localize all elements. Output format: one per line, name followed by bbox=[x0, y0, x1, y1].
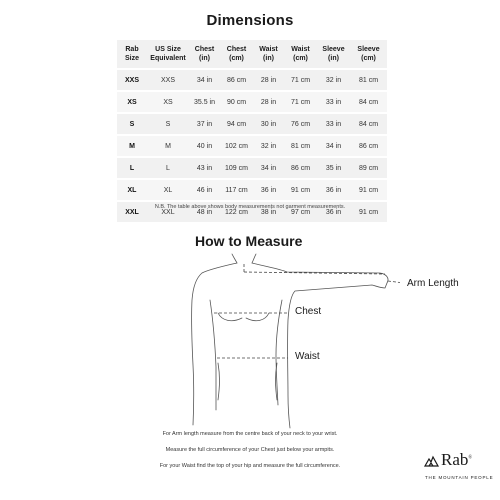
table-cell: 33 in bbox=[317, 114, 350, 134]
table-cell: 84 cm bbox=[350, 114, 387, 134]
table-cell: 91 cm bbox=[350, 202, 387, 222]
table-cell: 86 cm bbox=[284, 158, 317, 178]
table-cell: 122 cm bbox=[220, 202, 253, 222]
arm-length-label: Arm Length bbox=[407, 278, 459, 289]
table-cell: 30 in bbox=[253, 114, 284, 134]
table-row bbox=[117, 136, 387, 156]
table-cell: 71 cm bbox=[284, 92, 317, 112]
table-cell: 89 cm bbox=[350, 158, 387, 178]
table-cell: 81 cm bbox=[284, 136, 317, 156]
table-cell: XS bbox=[147, 92, 189, 112]
table-cell: 91 cm bbox=[350, 180, 387, 200]
chest-label: Chest bbox=[295, 306, 322, 317]
table-cell: 84 cm bbox=[350, 92, 387, 112]
size-cell: XL bbox=[117, 180, 147, 200]
table-cell: 35.5 in bbox=[189, 92, 220, 112]
table-cell: S bbox=[147, 114, 189, 134]
table-cell: XL bbox=[147, 180, 189, 200]
body-outline-illustration bbox=[180, 245, 400, 430]
table-cell: 90 cm bbox=[220, 92, 253, 112]
registered-mark: ® bbox=[468, 455, 473, 461]
table-cell: 38 in bbox=[253, 202, 284, 222]
table-cell: 33 in bbox=[317, 92, 350, 112]
neck-outline bbox=[232, 254, 256, 263]
size-cell: M bbox=[117, 136, 147, 156]
how-to-measure-title: How to Measure bbox=[195, 233, 303, 249]
left-arm-inner bbox=[210, 300, 216, 410]
table-cell: 48 in bbox=[189, 202, 220, 222]
header-cell: Waist (cm) bbox=[284, 40, 317, 68]
header-cell: Rab Size bbox=[117, 40, 147, 68]
table-cell: 35 in bbox=[317, 158, 350, 178]
torso-outline bbox=[192, 263, 388, 428]
hip-outline bbox=[218, 363, 277, 400]
table-cell: 43 in bbox=[189, 158, 220, 178]
table-cell: M bbox=[147, 136, 189, 156]
table-cell: 40 in bbox=[189, 136, 220, 156]
logo-wordmark-text: Rab bbox=[441, 450, 469, 469]
header-cell: Sleeve (cm) bbox=[350, 40, 387, 68]
instruction-arm: For Arm length measure from the centre back of your neck to your wrist. bbox=[162, 431, 338, 437]
table-cell: 109 cm bbox=[220, 158, 253, 178]
table-cell: 97 cm bbox=[284, 202, 317, 222]
table-row bbox=[117, 70, 387, 90]
table-cell: 76 cm bbox=[284, 114, 317, 134]
table-cell: 86 cm bbox=[220, 70, 253, 90]
table-row bbox=[117, 158, 387, 178]
table-cell: 32 in bbox=[317, 70, 350, 90]
table-cell: 86 cm bbox=[350, 136, 387, 156]
table-cell: 34 in bbox=[189, 70, 220, 90]
table-cell: 91 cm bbox=[284, 180, 317, 200]
table-cell: 34 in bbox=[253, 158, 284, 178]
header-cell: US Size Equivalent bbox=[147, 40, 189, 68]
arm-length-pointer bbox=[388, 281, 400, 283]
table-cell: 36 in bbox=[253, 180, 284, 200]
dimensions-title: Dimensions bbox=[206, 12, 294, 29]
table-cell: 36 in bbox=[317, 202, 350, 222]
table-cell: L bbox=[147, 158, 189, 178]
size-cell: S bbox=[117, 114, 147, 134]
size-cell: XXL bbox=[117, 202, 147, 222]
instruction-chest: Measure the full circumference of your Chest just below your armpits. bbox=[165, 447, 335, 453]
table-cell: XXS bbox=[147, 70, 189, 90]
header-cell: Chest (cm) bbox=[220, 40, 253, 68]
logo-wordmark bbox=[441, 450, 472, 470]
table-cell: 36 in bbox=[317, 180, 350, 200]
size-table bbox=[117, 38, 387, 224]
table-cell: 32 in bbox=[253, 136, 284, 156]
size-cell: L bbox=[117, 158, 147, 178]
logo-tagline: THE MOUNTAIN PEOPLE bbox=[425, 475, 494, 480]
table-cell: 94 cm bbox=[220, 114, 253, 134]
table-cell: 34 in bbox=[317, 136, 350, 156]
table-cell: 117 cm bbox=[220, 180, 253, 200]
waist-label: Waist bbox=[295, 351, 320, 362]
table-cell: XXL bbox=[147, 202, 189, 222]
table-cell: 81 cm bbox=[350, 70, 387, 90]
table-cell: 46 in bbox=[189, 180, 220, 200]
table-cell: 71 cm bbox=[284, 70, 317, 90]
table-cell: 102 cm bbox=[220, 136, 253, 156]
table-cell: 28 in bbox=[253, 70, 284, 90]
header-cell: Chest (in) bbox=[189, 40, 220, 68]
rab-logo-icon bbox=[424, 454, 440, 470]
size-cell: XS bbox=[117, 92, 147, 112]
size-cell: XXS bbox=[117, 70, 147, 90]
header-cell: Waist (in) bbox=[253, 40, 284, 68]
pectoral-outline bbox=[218, 313, 269, 321]
table-cell: 37 in bbox=[189, 114, 220, 134]
size-table-header bbox=[117, 40, 387, 68]
instruction-waist: For your Waist find the top of your hip and measure the full circumference. bbox=[159, 463, 341, 469]
table-row bbox=[117, 92, 387, 112]
table-row bbox=[117, 114, 387, 134]
table-note: N.B. The table above shows body measurements not garment measurements. bbox=[154, 204, 346, 210]
right-arm-inner bbox=[276, 300, 282, 405]
header-cell: Sleeve (in) bbox=[317, 40, 350, 68]
table-cell: 28 in bbox=[253, 92, 284, 112]
table-row bbox=[117, 180, 387, 200]
